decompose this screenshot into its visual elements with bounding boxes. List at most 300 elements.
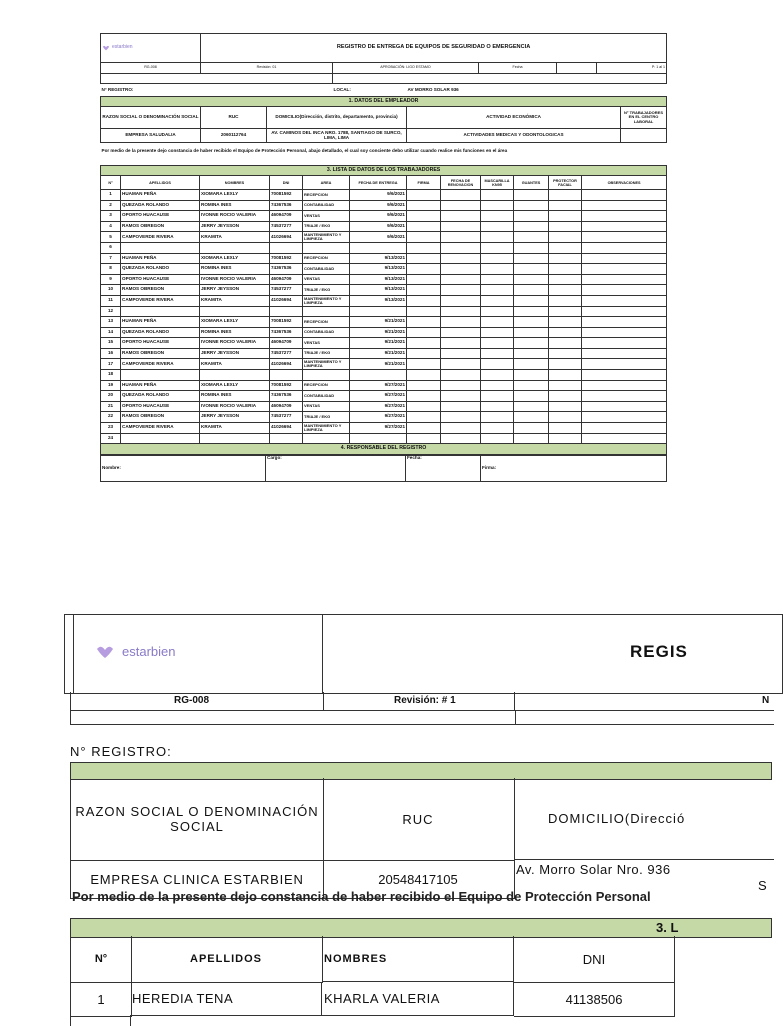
worker-dni: 70081592 — [270, 380, 303, 391]
worker-renovacion — [441, 211, 481, 222]
worker-renovacion — [441, 285, 481, 296]
doc-page: P: 1 al 1 — [597, 63, 667, 74]
worker-fecha: 9/13/2021 — [350, 295, 407, 306]
local-value: AV MORRO SOLAR 936 — [407, 87, 459, 93]
zoom-logo-text: estarbien — [122, 644, 176, 659]
worker-nombres: IVONNE ROCIO VALERIA — [200, 274, 270, 285]
responsable-cargo: Cargo: — [266, 455, 406, 481]
worker-mascarilla — [481, 338, 514, 349]
worker-area: VENTAS — [303, 338, 350, 349]
worker-number: 20 — [101, 391, 121, 402]
worker-guantes — [514, 306, 549, 317]
worker-col-header: NOMBRES — [200, 176, 270, 190]
worker-protector — [549, 221, 582, 232]
worker-area: TRIAJE / EKG — [303, 221, 350, 232]
responsable-fecha: Fecha: — [406, 455, 481, 481]
worker-dni: 46094709 — [270, 274, 303, 285]
worker-number: 5 — [101, 232, 121, 243]
worker-number: 2 — [101, 200, 121, 211]
worker-row — [101, 274, 667, 285]
worker-protector — [549, 200, 582, 211]
worker-protector — [549, 211, 582, 222]
worker-dni: 74367536 — [270, 200, 303, 211]
worker-protector — [549, 253, 582, 264]
worker-area: RECEPCION — [303, 317, 350, 328]
worker-protector — [549, 391, 582, 402]
worker-row — [101, 190, 667, 201]
heart-logo-icon — [94, 645, 116, 659]
worker-observaciones — [582, 253, 667, 264]
worker-area: VENTAS — [303, 401, 350, 412]
worker-firma — [407, 338, 441, 349]
worker-nombres: ROMINA INES — [200, 391, 270, 402]
worker-dni: 74367536 — [270, 264, 303, 275]
worker-nombres: XIOMARA LEXLY — [200, 190, 270, 201]
worker-mascarilla — [481, 200, 514, 211]
worker-nombres: JERRY JEYSSON — [200, 412, 270, 423]
worker-nombres: KRAMITA — [200, 232, 270, 243]
worker-col-header: FIRMA — [407, 176, 441, 190]
worker-fecha: 9/27/2021 — [350, 412, 407, 423]
worker-renovacion — [441, 253, 481, 264]
worker-number: 21 — [101, 401, 121, 412]
worker-fecha: 9/6/2021 — [350, 200, 407, 211]
worker-observaciones — [582, 348, 667, 359]
worker-row — [101, 380, 667, 391]
worker-dni: 46094709 — [270, 338, 303, 349]
worker-observaciones — [582, 433, 667, 444]
worker-apellidos: RAMOS OBREGON — [121, 348, 200, 359]
worker-dni: 41026694 — [270, 359, 303, 370]
header-table — [100, 33, 667, 84]
worker-area: MANTENIMIENTO Y LIMPIEZA — [303, 359, 350, 370]
worker-observaciones — [582, 422, 667, 433]
zoom-company-logo — [94, 644, 175, 659]
worker-guantes — [514, 370, 549, 381]
worker-renovacion — [441, 391, 481, 402]
worker-guantes — [514, 391, 549, 402]
worker-mascarilla — [481, 274, 514, 285]
worker-area — [303, 370, 350, 381]
worker-protector — [549, 295, 582, 306]
worker-fecha: 9/6/2021 — [350, 190, 407, 201]
worker-row — [101, 370, 667, 381]
worker-row — [101, 200, 667, 211]
worker-col-header: PROTECTOR FACIAL — [549, 176, 582, 190]
worker-mascarilla — [481, 391, 514, 402]
worker-apellidos: OPORTO HUACAUSE — [121, 211, 200, 222]
worker-protector — [549, 232, 582, 243]
worker-guantes — [514, 243, 549, 254]
worker-observaciones — [582, 264, 667, 275]
worker-mascarilla — [481, 359, 514, 370]
section-responsable-title: 4. RESPONSABLE DEL REGISTRO — [101, 444, 667, 455]
doc-approval: APROBACIÓN: LIGO ESTAMO — [333, 63, 479, 74]
worker-observaciones — [582, 190, 667, 201]
worker-dni: 74537277 — [270, 348, 303, 359]
worker-apellidos: CAMPOVERDE RIVERA — [121, 295, 200, 306]
worker-firma — [407, 264, 441, 275]
worker-mascarilla — [481, 433, 514, 444]
worker-guantes — [514, 232, 549, 243]
worker-observaciones — [582, 380, 667, 391]
company-logo — [102, 45, 199, 51]
worker-mascarilla — [481, 412, 514, 423]
worker-row — [101, 295, 667, 306]
worker-apellidos: QUEZADA ROLANDO — [121, 200, 200, 211]
zoom-section3-title: 3. L — [656, 920, 679, 935]
worker-nombres — [200, 243, 270, 254]
worker-col-header: AREA — [303, 176, 350, 190]
worker-guantes — [514, 221, 549, 232]
worker-apellidos: OPORTO HUACAUSE — [121, 274, 200, 285]
worker-observaciones — [582, 401, 667, 412]
worker-firma — [407, 359, 441, 370]
worker-mascarilla — [481, 317, 514, 328]
worker-observaciones — [582, 306, 667, 317]
zoom-row1-nombres: KHARLA VALERIA — [322, 982, 514, 1016]
heart-logo-icon — [102, 45, 110, 51]
worker-firma — [407, 433, 441, 444]
worker-area: MANTENIMIENTO Y LIMPIEZA — [303, 422, 350, 433]
worker-area: MANTENIMIENTO Y LIMPIEZA — [303, 295, 350, 306]
statement-text: Por medio de la presente dejo constancia de haber recibido el Equipo de Protección Personal, abajo detallado, el cual soy conciente debo utilizar cuando realice mis funciones en el área — [101, 148, 508, 154]
worker-row — [101, 221, 667, 232]
worker-dni: 41026694 — [270, 422, 303, 433]
worker-apellidos — [121, 433, 200, 444]
worker-renovacion — [441, 295, 481, 306]
worker-number: 1 — [101, 190, 121, 201]
worker-row — [101, 338, 667, 349]
worker-firma — [407, 306, 441, 317]
worker-nombres: IVONNE ROCIO VALERIA — [200, 338, 270, 349]
worker-dni: 70081592 — [270, 253, 303, 264]
worker-nombres: IVONNE ROCIO VALERIA — [200, 211, 270, 222]
worker-renovacion — [441, 243, 481, 254]
worker-protector — [549, 327, 582, 338]
worker-col-header: MASCARILLA KN95 — [481, 176, 514, 190]
registro-label: N° REGISTRO: — [101, 87, 134, 93]
logo-text: estarbien — [112, 44, 133, 51]
worker-apellidos: HUAMAN PEÑA — [121, 317, 200, 328]
worker-dni: 46094709 — [270, 401, 303, 412]
worker-nombres: ROMINA INES — [200, 200, 270, 211]
worker-protector — [549, 422, 582, 433]
worker-protector — [549, 243, 582, 254]
worker-apellidos: QUEZADA ROLANDO — [121, 264, 200, 275]
worker-apellidos: OPORTO HUACAUSE — [121, 401, 200, 412]
worker-fecha: 9/6/2021 — [350, 232, 407, 243]
worker-observaciones — [582, 232, 667, 243]
worker-fecha — [350, 433, 407, 444]
worker-fecha: 9/21/2021 — [350, 338, 407, 349]
workers-table — [100, 165, 667, 455]
worker-protector — [549, 348, 582, 359]
worker-mascarilla — [481, 348, 514, 359]
worker-row — [101, 433, 667, 444]
worker-nombres: XIOMARA LEXLY — [200, 253, 270, 264]
worker-guantes — [514, 253, 549, 264]
worker-col-header: GUANTES — [514, 176, 549, 190]
worker-area: RECEPCION — [303, 190, 350, 201]
worker-mascarilla — [481, 243, 514, 254]
worker-renovacion — [441, 433, 481, 444]
worker-protector — [549, 370, 582, 381]
worker-fecha: 9/27/2021 — [350, 391, 407, 402]
zoom-statement: Por medio de la presente dejo constancia de haber recibido el Equipo de Protección Personal — [72, 889, 651, 904]
worker-guantes — [514, 200, 549, 211]
trabajadores-header: N° TRABAJADORES EN EL CENTRO LABORAL — [621, 107, 667, 129]
worker-apellidos — [121, 306, 200, 317]
worker-renovacion — [441, 370, 481, 381]
domicilio-header: DOMICILIO(Dirección, distrito, departamento, provincia) — [267, 107, 407, 129]
worker-firma — [407, 391, 441, 402]
worker-area: CONTABILIDAD — [303, 264, 350, 275]
worker-renovacion — [441, 380, 481, 391]
worker-protector — [549, 380, 582, 391]
zoom-doc-title: REGIS — [630, 642, 688, 661]
zoom-col-apellidos: APELLIDOS — [130, 936, 323, 983]
worker-renovacion — [441, 264, 481, 275]
worker-observaciones — [582, 359, 667, 370]
worker-observaciones — [582, 338, 667, 349]
worker-guantes — [514, 359, 549, 370]
doc-fecha: Fecha — [479, 63, 557, 74]
worker-area: MANTENIMIENTO Y LIMPIEZA — [303, 232, 350, 243]
worker-firma — [407, 401, 441, 412]
worker-guantes — [514, 317, 549, 328]
worker-fecha — [350, 370, 407, 381]
worker-mascarilla — [481, 211, 514, 222]
worker-apellidos: CAMPOVERDE RIVERA — [121, 422, 200, 433]
worker-nombres: JERRY JEYSSON — [200, 221, 270, 232]
worker-protector — [549, 285, 582, 296]
worker-fecha — [350, 243, 407, 254]
worker-number: 24 — [101, 433, 121, 444]
worker-mascarilla — [481, 221, 514, 232]
worker-firma — [407, 370, 441, 381]
worker-nombres — [200, 306, 270, 317]
zoom-domicilio-l1: Av. Morro Solar Nro. 936 — [516, 862, 671, 877]
zoom-razon-header: RAZON SOCIAL O DENOMINACIÓN SOCIAL — [70, 778, 324, 861]
worker-nombres: KRAMITA — [200, 422, 270, 433]
worker-firma — [407, 380, 441, 391]
worker-mascarilla — [481, 285, 514, 296]
worker-apellidos: CAMPOVERDE RIVERA — [121, 359, 200, 370]
worker-fecha: 9/13/2021 — [350, 253, 407, 264]
razon-value: EMPRESA SALUDALIA — [101, 129, 201, 143]
worker-nombres: ROMINA INES — [200, 264, 270, 275]
worker-guantes — [514, 338, 549, 349]
worker-mascarilla — [481, 380, 514, 391]
worker-renovacion — [441, 190, 481, 201]
document-title: REGISTRO DE ENTREGA DE EQUIPOS DE SEGURIDAD O EMERGENCIA — [201, 34, 667, 63]
worker-row — [101, 391, 667, 402]
worker-fecha: 9/27/2021 — [350, 380, 407, 391]
worker-firma — [407, 327, 441, 338]
worker-protector — [549, 264, 582, 275]
worker-dni: 74367536 — [270, 327, 303, 338]
worker-row — [101, 422, 667, 433]
worker-fecha: 9/6/2021 — [350, 221, 407, 232]
worker-firma — [407, 412, 441, 423]
local-label: LOCAL: — [333, 87, 351, 93]
section-employer-title: 1. DATOS DEL EMPLEADOR — [101, 96, 667, 107]
worker-observaciones — [582, 243, 667, 254]
worker-apellidos: HUAMAN PEÑA — [121, 253, 200, 264]
worker-area: RECEPCION — [303, 253, 350, 264]
worker-firma — [407, 200, 441, 211]
worker-protector — [549, 190, 582, 201]
worker-area — [303, 433, 350, 444]
worker-apellidos: CAMPOVERDE RIVERA — [121, 232, 200, 243]
worker-firma — [407, 190, 441, 201]
worker-row — [101, 348, 667, 359]
worker-firma — [407, 422, 441, 433]
worker-observaciones — [582, 412, 667, 423]
worker-row — [101, 285, 667, 296]
worker-renovacion — [441, 422, 481, 433]
worker-renovacion — [441, 274, 481, 285]
worker-renovacion — [441, 359, 481, 370]
worker-row — [101, 253, 667, 264]
worker-renovacion — [441, 232, 481, 243]
worker-renovacion — [441, 412, 481, 423]
worker-protector — [549, 338, 582, 349]
worker-observaciones — [582, 221, 667, 232]
zoom-row1-apellidos: HEREDIA TENA — [130, 982, 322, 1016]
worker-number: 4 — [101, 221, 121, 232]
registro-sheet — [100, 33, 666, 527]
worker-fecha — [350, 306, 407, 317]
worker-dni: 70081592 — [270, 190, 303, 201]
worker-protector — [549, 306, 582, 317]
worker-mascarilla — [481, 327, 514, 338]
worker-nombres: KRAMITA — [200, 359, 270, 370]
worker-row — [101, 327, 667, 338]
responsable-nombre: Nombre: — [101, 455, 266, 481]
worker-col-header: DNI — [270, 176, 303, 190]
worker-guantes — [514, 348, 549, 359]
worker-mascarilla — [481, 253, 514, 264]
worker-area — [303, 243, 350, 254]
worker-dni: 74537277 — [270, 285, 303, 296]
worker-observaciones — [582, 391, 667, 402]
worker-dni: 74537277 — [270, 221, 303, 232]
zoom-ruc-header: RUC — [322, 778, 515, 861]
zoom-doc-right: N — [762, 695, 770, 706]
worker-mascarilla — [481, 190, 514, 201]
worker-number: 13 — [101, 317, 121, 328]
worker-renovacion — [441, 401, 481, 412]
worker-renovacion — [441, 317, 481, 328]
worker-firma — [407, 317, 441, 328]
worker-area: CONTABILIDAD — [303, 200, 350, 211]
worker-renovacion — [441, 200, 481, 211]
worker-protector — [549, 401, 582, 412]
worker-col-header: N° — [101, 176, 121, 190]
worker-renovacion — [441, 327, 481, 338]
worker-guantes — [514, 190, 549, 201]
worker-dni — [270, 370, 303, 381]
worker-mascarilla — [481, 264, 514, 275]
worker-guantes — [514, 274, 549, 285]
worker-row — [101, 359, 667, 370]
worker-observaciones — [582, 285, 667, 296]
worker-observaciones — [582, 211, 667, 222]
worker-row — [101, 264, 667, 275]
worker-col-header: FECHA DE RENOVACION — [441, 176, 481, 190]
zoom-ruc-value: 20548417105 — [322, 860, 515, 899]
worker-guantes — [514, 401, 549, 412]
worker-nombres: ROMINA INES — [200, 327, 270, 338]
worker-row — [101, 306, 667, 317]
worker-firma — [407, 285, 441, 296]
worker-number: 17 — [101, 359, 121, 370]
worker-number: 18 — [101, 370, 121, 381]
worker-apellidos — [121, 243, 200, 254]
doc-revision: Revisión: 01 — [201, 63, 333, 74]
worker-area: TRIAJE / EKG — [303, 348, 350, 359]
worker-renovacion — [441, 306, 481, 317]
worker-firma — [407, 295, 441, 306]
worker-fecha: 9/27/2021 — [350, 422, 407, 433]
worker-protector — [549, 359, 582, 370]
worker-fecha: 9/13/2021 — [350, 285, 407, 296]
zoom-doc-code: RG-008 — [174, 695, 210, 706]
worker-dni — [270, 433, 303, 444]
worker-col-header: APELLIDOS — [121, 176, 200, 190]
actividad-header: ACTIVIDAD ECONÓMICA — [407, 107, 621, 129]
worker-guantes — [514, 433, 549, 444]
header-blank — [557, 63, 597, 74]
worker-guantes — [514, 422, 549, 433]
worker-area: TRIAJE / EKG — [303, 412, 350, 423]
worker-row — [101, 317, 667, 328]
worker-number: 6 — [101, 243, 121, 254]
worker-renovacion — [441, 338, 481, 349]
worker-fecha: 9/6/2021 — [350, 211, 407, 222]
worker-apellidos: QUEZADA ROLANDO — [121, 327, 200, 338]
worker-firma — [407, 348, 441, 359]
worker-mascarilla — [481, 422, 514, 433]
worker-fecha: 9/27/2021 — [350, 401, 407, 412]
worker-mascarilla — [481, 306, 514, 317]
worker-protector — [549, 412, 582, 423]
worker-area: VENTAS — [303, 211, 350, 222]
zoom-col-n: N° — [70, 936, 132, 983]
worker-firma — [407, 253, 441, 264]
trabajadores-value — [621, 129, 667, 143]
worker-guantes — [514, 412, 549, 423]
worker-nombres: XIOMARA LEXLY — [200, 317, 270, 328]
worker-apellidos: HUAMAN PEÑA — [121, 380, 200, 391]
zoom-empresa-value: EMPRESA CLINICA ESTARBIEN — [70, 860, 324, 899]
worker-number: 15 — [101, 338, 121, 349]
zoom-domicilio-l2: S — [758, 878, 767, 893]
worker-mascarilla — [481, 232, 514, 243]
worker-mascarilla — [481, 370, 514, 381]
worker-renovacion — [441, 348, 481, 359]
worker-dni — [270, 306, 303, 317]
zoom-row1-dni: 41138506 — [514, 982, 675, 1017]
worker-dni: 46094709 — [270, 211, 303, 222]
worker-guantes — [514, 264, 549, 275]
worker-number: 3 — [101, 211, 121, 222]
doc-code: RG-008 — [101, 63, 201, 74]
worker-dni — [270, 243, 303, 254]
worker-nombres: IVONNE ROCIO VALERIA — [200, 401, 270, 412]
